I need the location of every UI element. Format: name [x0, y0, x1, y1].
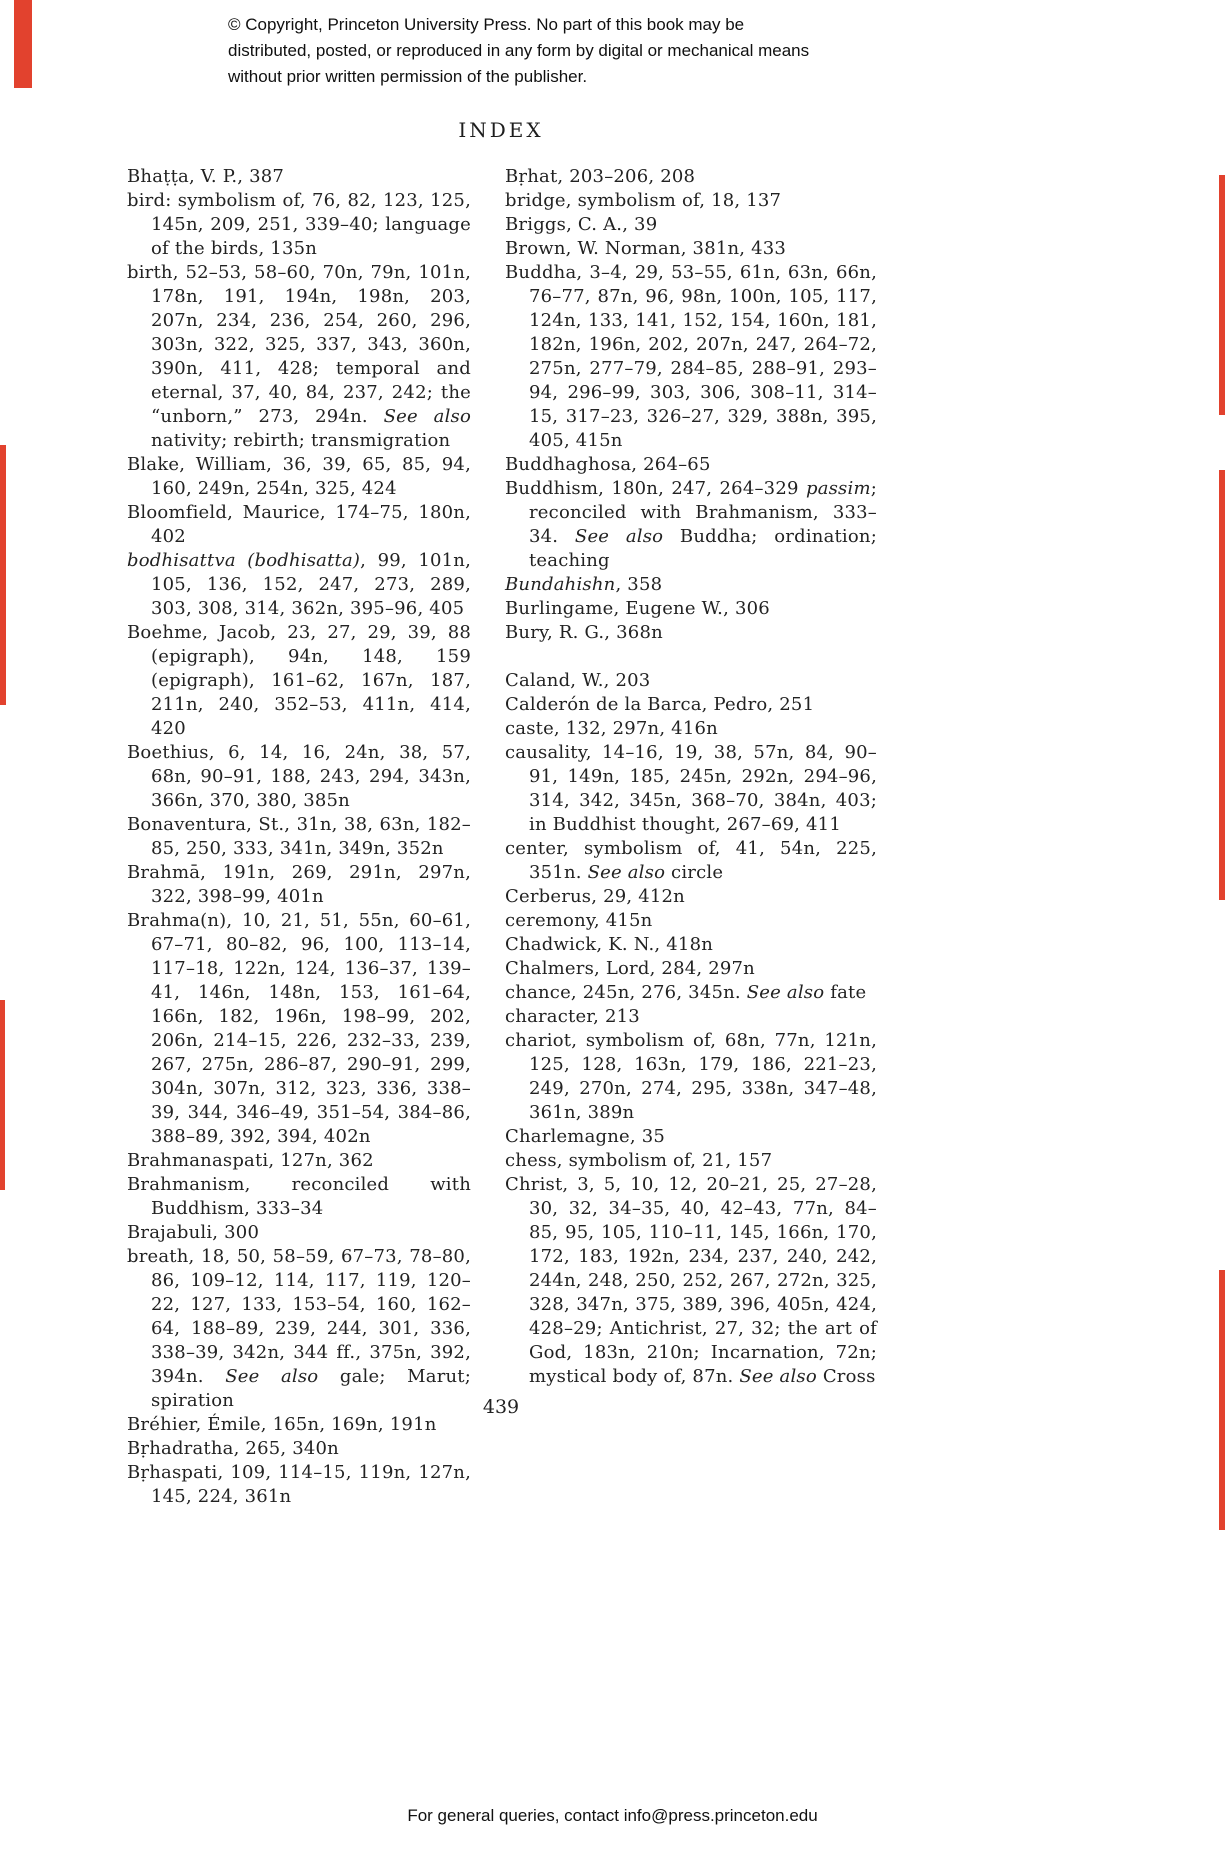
index-entry: Briggs, C. A., 39 [505, 214, 658, 235]
index-entry: bridge, symbolism of, 18, 137 [505, 190, 782, 211]
index-entry: character, 213 [505, 1006, 640, 1027]
scan-mark-top-left [14, 0, 32, 88]
italic-text: See also [739, 1366, 817, 1387]
copyright-notice: © Copyright, Princeton University Press. No part of this book may be distributed, posted, or reproduced in any form by digital or mechanical means without prior written permission of the publisher. [228, 15, 810, 86]
index-entry: birth, 52–53, 58–60, 70n, 79n, 101n, 178n, 191, 194n, 198n, 203, 207n, 234, 236, 254, 260, 296, 303n, 322, 325, 337, 343, 360n, 390n, 411, 428; temporal and eternal, 37, 40, 84, 237, 242; the “unborn,” 273, 294n. See also nativity; rebirth; transmigration [127, 262, 472, 451]
index-entry: Bury, R. G., 368n [505, 622, 663, 643]
index-entry: chess, symbolism of, 21, 157 [505, 1150, 773, 1171]
index-entry: Burlingame, Eugene W., 306 [505, 598, 770, 619]
index-entry: Brahmā, 191n, 269, 291n, 297n, 322, 398–99, 401n [127, 862, 471, 907]
italic-text: See also [383, 406, 472, 427]
italic-text: See also [587, 862, 666, 883]
scan-mark-right-middle [1219, 470, 1225, 900]
index-entry: Bloomfield, Maurice, 174–75, 180n, 402 [127, 502, 471, 547]
index-entry: Buddhism, 180n, 247, 264–329 passim; reconciled with Brahmanism, 333–34. See also Buddha; ordination; teaching [505, 478, 877, 571]
index-entry: Bṛhadratha, 265, 340n [127, 1438, 339, 1459]
page-number: 439 [482, 1396, 520, 1418]
index-entry: Bundahishn, 358 [505, 574, 663, 595]
index-entry: breath, 18, 50, 58–59, 67–73, 78–80, 86, 109–12, 114, 117, 119, 120–22, 127, 133, 153–54, 160, 162–64, 188–89, 239, 244, 301, 336, 338–39, 342n, 344 ff., 375n, 392, 394n. See also gale; Marut; spiration [127, 1246, 471, 1411]
index-entry: Brajabuli, 300 [127, 1222, 260, 1243]
index-entry: Brahma(n), 10, 21, 51, 55n, 60–61, 67–71, 80–82, 96, 100, 113–14, 117–18, 122n, 124, 136–37, 139–41, 146n, 148n, 153, 161–64, 166n, 182, 196n, 198–99, 202, 206n, 214–15, 226, 232–33, 239, 267, 275n, 286–87, 290–91, 299, 304n, 307n, 312, 323, 336, 338–39, 344, 346–49, 351–54, 384–86, 388–89, 392, 394, 402n [127, 910, 471, 1147]
italic-text: See also [574, 526, 664, 547]
italic-text: Bundahishn [505, 574, 616, 595]
index-entry: Brown, W. Norman, 381n, 433 [505, 238, 787, 259]
italic-text: passim [805, 478, 871, 499]
footer-contact: For general queries, contact info@press.princeton.edu [407, 1806, 818, 1825]
index-entry: Buddhaghosa, 264–65 [505, 454, 711, 475]
index-entry: Brahmanaspati, 127n, 362 [127, 1150, 374, 1171]
index-entry: Bréhier, Émile, 165n, 169n, 191n [127, 1414, 437, 1435]
scan-mark-left-lower [0, 1000, 5, 1190]
index-entry: chance, 245n, 276, 345n. See also fate [505, 982, 867, 1003]
index-entry: Christ, 3, 5, 10, 12, 20–21, 25, 27–28, 30, 32, 34–35, 40, 42–43, 77n, 84–85, 95, 105, 110–11, 145, 166n, 170, 172, 183, 192n, 234, 237, 240, 242, 244n, 248, 250, 252, 267, 272n, 325, 328, 347n, 375, 389, 396, 405n, 424, 428–29; Antichrist, 27, 32; the art of God, 183n, 210n; Incarnation, 72n; mystical body of, 87n. See also Cross [505, 1174, 877, 1387]
index-entry: bird: symbolism of, 76, 82, 123, 125, 145n, 209, 251, 339–40; language of the birds, 135n [127, 190, 471, 259]
italic-text: See also [225, 1366, 319, 1387]
index-entry: Bṛhat, 203–206, 208 [505, 166, 696, 187]
index-entry: Charlemagne, 35 [505, 1126, 666, 1147]
index-entry: Boethius, 6, 14, 16, 24n, 38, 57, 68n, 90–91, 188, 243, 294, 343n, 366n, 370, 380, 385n [127, 742, 471, 811]
index-entry: ceremony, 415n [505, 910, 653, 931]
index-entry: Chalmers, Lord, 284, 297n [505, 958, 755, 979]
index-entry: Chadwick, K. N., 418n [505, 934, 714, 955]
index-entry: Bṛhaspati, 109, 114–15, 119n, 127n, 145, 224, 361n [127, 1462, 471, 1507]
italic-text: See also [746, 982, 825, 1003]
index-entry: Brahmanism, reconciled with Buddhism, 333–34 [127, 1174, 471, 1219]
scan-mark-right-upper [1219, 175, 1225, 415]
index-entry: Cerberus, 29, 412n [505, 886, 685, 907]
index-entry: Caland, W., 203 [505, 670, 651, 691]
index-entry: Blake, William, 36, 39, 65, 85, 94, 160, 249n, 254n, 325, 424 [127, 454, 471, 499]
index-entry: Bhaṭṭa, V. P., 387 [127, 166, 285, 187]
index-entry: caste, 132, 297n, 416n [505, 718, 718, 739]
index-entry: Boehme, Jacob, 23, 27, 29, 39, 88 (epigraph), 94n, 148, 159 (epigraph), 161–62, 167n, 187, 211n, 240, 352–53, 411n, 414, 420 [127, 622, 471, 739]
index-entry: causality, 14–16, 19, 38, 57n, 84, 90–91, 149n, 185, 245n, 292n, 294–96, 314, 342, 345n, 368–70, 384n, 403; in Buddhist thought, 267–69, 411 [505, 742, 877, 835]
italic-text: bodhisattva (bodhisatta) [127, 550, 361, 571]
page-title: INDEX [458, 118, 544, 142]
index-entry: Buddha, 3–4, 29, 53–55, 61n, 63n, 66n, 76–77, 87n, 96, 98n, 100n, 105, 117, 124n, 133, 141, 152, 154, 160n, 181, 182n, 196n, 202, 207n, 247, 264–72, 275n, 277–79, 284–85, 288–91, 293–94, 296–99, 303, 306, 308–11, 314–15, 317–23, 326–27, 329, 388n, 395, 405, 415n [505, 262, 877, 451]
index-columns [127, 165, 877, 1509]
scan-mark-left-upper [0, 445, 6, 705]
index-entry: center, symbolism of, 41, 54n, 225, 351n. See also circle [505, 838, 877, 883]
index-entry: Calderón de la Barca, Pedro, 251 [505, 694, 815, 715]
index-column-right [505, 165, 877, 1509]
index-entry: chariot, symbolism of, 68n, 77n, 121n, 125, 128, 163n, 179, 186, 221–23, 249, 270n, 274, 295, 338n, 347–48, 361n, 389n [505, 1030, 877, 1123]
index-column-left [127, 165, 471, 1509]
scan-mark-right-lower [1219, 1270, 1225, 1530]
index-entry: Bonaventura, St., 31n, 38, 63n, 182–85, 250, 333, 341n, 349n, 352n [127, 814, 471, 859]
index-entry: bodhisattva (bodhisatta), 99, 101n, 105, 136, 152, 247, 273, 289, 303, 308, 314, 362n, 395–96, 405 [127, 550, 471, 619]
